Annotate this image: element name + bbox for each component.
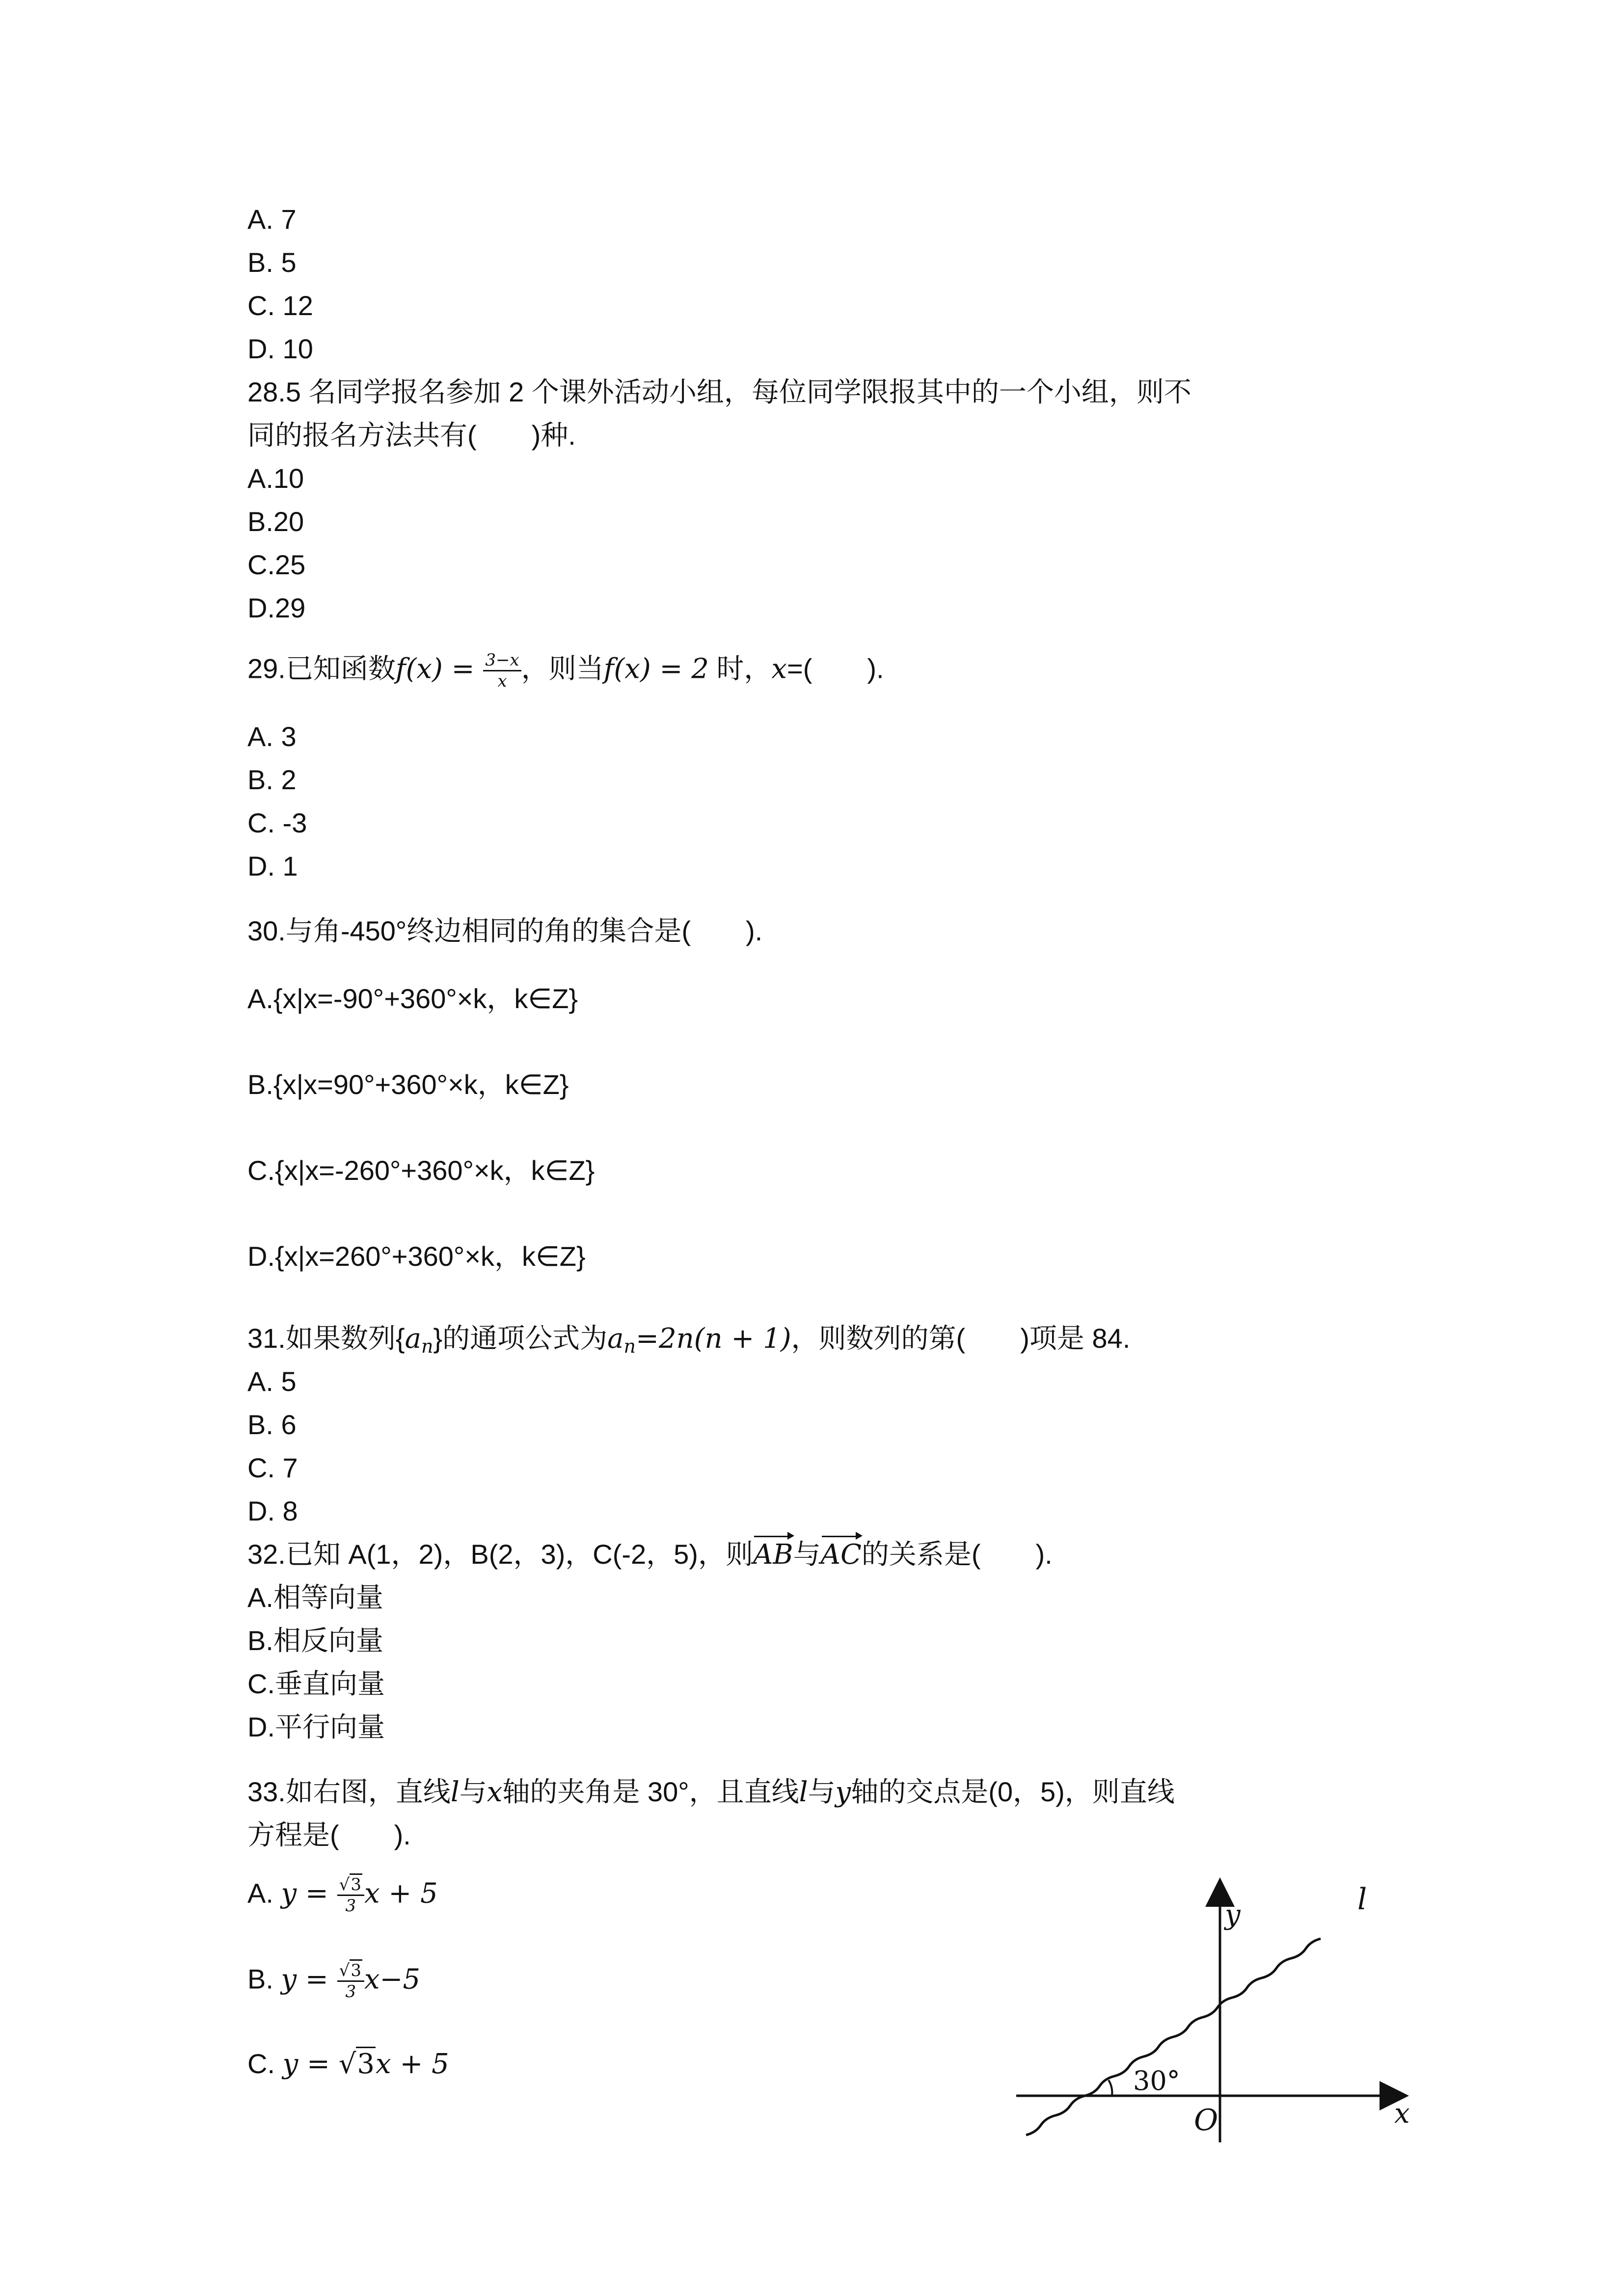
q32-stem-prefix: 32.已知 A(1，2)，B(2，3)，C(-2，5)，则	[247, 1539, 753, 1570]
q29-option-c: C. -3	[247, 807, 307, 838]
q33-option-a-fraction	[337, 1875, 364, 1916]
q33-option-c-rhs: x + 5	[376, 2048, 449, 2080]
figure-origin-label: O	[1194, 2103, 1218, 2137]
q33-option-a-denominator: 3	[345, 1896, 356, 1916]
q32-stem-middle: 与	[793, 1539, 821, 1570]
q32-option-b: B.相反向量	[247, 1625, 383, 1656]
q33-option-b-label: B.	[247, 1963, 273, 1995]
q30-option-d: D.{x|x=260°+360°×k，k∈Z}	[247, 1241, 586, 1272]
q32-option-a: A.相等向量	[247, 1582, 383, 1613]
q33-option-c	[247, 2047, 449, 2082]
q29-stem-middle: ，则当	[521, 653, 604, 684]
q29-option-d: D. 1	[247, 851, 298, 881]
q31-stem-middle: }的通项公式为	[433, 1323, 608, 1354]
q33-option-b-rhs: x−5	[364, 1963, 421, 1996]
figure-x-label: x	[1394, 2098, 1410, 2130]
q32-vector-ac: AC	[821, 1538, 862, 1572]
q29-stem	[247, 650, 884, 691]
q29-fraction-numerator: 3−x	[483, 650, 521, 671]
q29-stem-time: 时，	[708, 653, 772, 684]
q31-sequence-a: a	[405, 1323, 421, 1355]
q33-axis-y: y	[835, 1776, 851, 1808]
q28-option-b: B.20	[247, 506, 304, 537]
q33-option-a-radicand: 3	[350, 1873, 362, 1895]
q33-line-l: l	[450, 1776, 460, 1808]
q28-option-a: A.10	[247, 463, 304, 494]
q30-option-b: B.{x|x=90°+360°×k，k∈Z}	[247, 1069, 569, 1100]
q33-option-a-label: A.	[247, 1877, 273, 1909]
q31-sequence-subscript: n	[421, 1335, 433, 1357]
q33-option-c-label: C.	[247, 2048, 275, 2079]
q29-variable: x	[771, 653, 787, 685]
q31-term-subscript: n	[623, 1335, 636, 1357]
line-l	[1026, 1939, 1321, 2135]
q33-stem-part-1: 33.如右图，直线	[247, 1776, 451, 1807]
figure-y-label: y	[1225, 1899, 1241, 1931]
q33-stem-part-3: 轴的夹角是 30°，且直线	[502, 1776, 799, 1807]
q33-option-b-radicand: 3	[350, 1959, 362, 1980]
q33-axis-x: x	[487, 1776, 503, 1808]
sqrt-sign: √3	[339, 1961, 362, 1980]
q31-formula: =2n(n + 1)	[636, 1323, 791, 1355]
q28-option-c: C.25	[247, 549, 306, 580]
q28-option-d: D.29	[247, 592, 306, 623]
q31-option-d: D. 8	[247, 1495, 298, 1526]
q33-option-b-lhs: y =	[281, 1963, 337, 1996]
q29-stem-prefix: 29.已知函数	[247, 653, 396, 684]
q31-term-a: a	[607, 1323, 624, 1355]
q30-stem: 30.与角-450°终边相同的角的集合是( ).	[247, 915, 763, 946]
q29-fraction	[483, 650, 521, 691]
figure-line-label: l	[1357, 1882, 1367, 1917]
q33-stem-part-5: 轴的交点是(0，5)，则直线	[851, 1776, 1175, 1807]
q29-stem-end: =( ).	[787, 653, 884, 684]
q31-stem	[247, 1321, 1130, 1363]
q33-option-a-rhs: x + 5	[364, 1877, 438, 1910]
q33-option-b-fraction	[337, 1961, 364, 2002]
q33-stem-part-4: 与	[808, 1776, 836, 1807]
q33-line-l-2: l	[799, 1776, 808, 1808]
q32-option-c: C.垂直向量	[247, 1668, 385, 1699]
q32-stem	[247, 1537, 1053, 1572]
q33-option-c-radicand: 3	[356, 2047, 376, 2080]
q31-option-a: A. 5	[247, 1366, 297, 1397]
q33-option-a	[247, 1875, 438, 1916]
q33-option-c-sqrt: √3	[339, 2047, 376, 2082]
sqrt-sign: √3	[339, 1875, 362, 1895]
q31-stem-end: ，则数列的第( )项是 84.	[791, 1323, 1131, 1354]
q27-option-a: A. 7	[247, 204, 297, 235]
q28-stem-line-2: 同的报名方法共有( )种.	[247, 420, 576, 451]
figure-angle-label: 30°	[1133, 2065, 1180, 2096]
q29-condition: f(x) = 2	[603, 653, 709, 685]
q32-stem-end: 的关系是( ).	[861, 1539, 1053, 1570]
q28-stem-line-1: 28.5 名同学报名参加 2 个课外活动小组，每位同学限报其中的一个小组，则不	[247, 376, 1191, 407]
angle-arc	[1109, 2080, 1112, 2096]
q29-fraction-denominator: x	[497, 671, 507, 691]
q33-option-b-denominator: 3	[345, 1982, 356, 2002]
q33-option-b-numerator	[337, 1961, 364, 1982]
q33-stem-line-1	[247, 1775, 1175, 1810]
q32-vector-ab: AB	[753, 1538, 793, 1572]
q33-coordinate-figure	[1001, 1875, 1424, 2150]
q31-option-b: B. 6	[247, 1409, 297, 1440]
q33-option-b	[247, 1961, 420, 2002]
q33-option-c-lhs: y =	[282, 2048, 339, 2080]
q29-function-lhs: f(x) =	[395, 653, 484, 685]
q27-option-c: C. 12	[247, 290, 313, 321]
q27-option-d: D. 10	[247, 333, 313, 364]
q33-stem-part-2: 与	[459, 1776, 487, 1807]
q29-option-a: A. 3	[247, 721, 297, 752]
q27-option-b: B. 5	[247, 247, 297, 278]
q30-option-c: C.{x|x=-260°+360°×k，k∈Z}	[247, 1155, 595, 1186]
q33-stem-line-2: 方程是( ).	[247, 1819, 411, 1850]
q31-option-c: C. 7	[247, 1452, 298, 1483]
q33-option-a-lhs: y =	[281, 1877, 337, 1910]
q29-option-b: B. 2	[247, 764, 297, 795]
q32-option-d: D.平行向量	[247, 1711, 385, 1742]
q30-option-a: A.{x|x=-90°+360°×k，k∈Z}	[247, 983, 578, 1014]
q31-stem-prefix: 31.如果数列{	[247, 1323, 405, 1354]
q33-option-a-numerator	[337, 1875, 364, 1896]
